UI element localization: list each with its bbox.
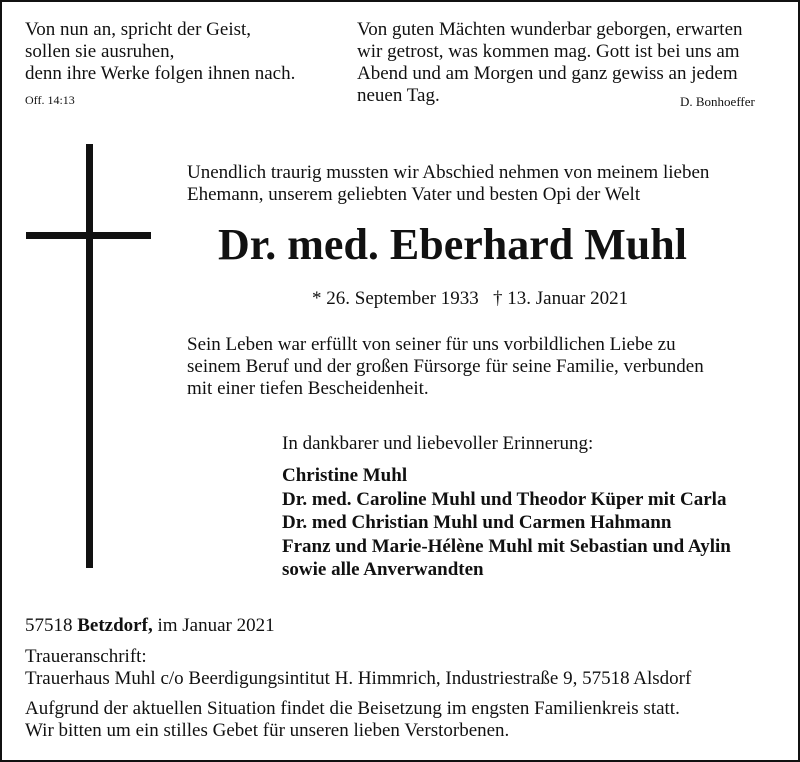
- verse-left-line: denn ihre Werke folgen ihnen nach.: [25, 63, 296, 84]
- tribute-line: mit einer tiefen Bescheidenheit.: [187, 378, 429, 399]
- mourner-name: Christine Muhl: [282, 465, 408, 486]
- intro-line: Unendlich traurig mussten wir Abschied nehmen von meinem lieben: [187, 162, 710, 183]
- verse-right-author: D. Bonhoeffer: [680, 94, 755, 109]
- funeral-notice: [25, 698, 680, 742]
- tribute-line: Sein Leben war erfüllt von seiner für uns vorbildlichen Liebe zu: [187, 334, 676, 355]
- intro-line: Ehemann, unserem geliebten Vater und besten Opi der Welt: [187, 184, 641, 205]
- address-text: Trauerhaus Muhl c/o Beerdigungsintitut H. Himmrich, Industriestraße 9, 57518 Alsdorf: [25, 668, 692, 689]
- cross-icon-vertical: [86, 144, 93, 568]
- verse-left-source: Off. 14:13: [25, 93, 75, 107]
- mourner-name: Dr. med Christian Muhl und Carmen Hahmann: [282, 512, 672, 533]
- deceased-name: Dr. med. Eberhard Muhl: [218, 220, 687, 269]
- place-date: [25, 615, 275, 637]
- cross-icon-horizontal: [26, 232, 151, 239]
- mourners-list: [282, 464, 731, 582]
- verse-left-line: Von nun an, spricht der Geist,: [25, 19, 252, 40]
- postcode: 57518: [25, 615, 73, 636]
- verse-left: [25, 19, 295, 85]
- address-label: Traueranschrift:: [25, 646, 147, 667]
- life-dates: * 26. September 1933 † 13. Januar 2021: [312, 288, 629, 309]
- notice-line: Aufgrund der aktuellen Situation findet die Beisetzung im engsten Familienkreis statt.: [25, 698, 680, 719]
- mourning-address-block: [25, 646, 691, 690]
- mourners-heading: In dankbarer und liebevoller Erinnerung:: [282, 433, 594, 454]
- mourner-name: sowie alle Anverwandten: [282, 559, 484, 580]
- verse-right-line: Von guten Mächten wunderbar geborgen, erwarten: [357, 19, 743, 40]
- verse-right-line: neuen Tag.: [357, 85, 440, 106]
- intro-text: [187, 162, 709, 206]
- verse-right-line: wir getrost, was kommen mag. Gott ist bei uns am: [357, 41, 740, 62]
- verse-left-line: sollen sie ausruhen,: [25, 41, 175, 62]
- notice-line: Wir bitten um ein stilles Gebet für unseren lieben Verstorbenen.: [25, 720, 510, 741]
- tribute-line: seinem Beruf und der großen Fürsorge für seine Familie, verbunden: [187, 356, 704, 377]
- date: im Januar 2021: [157, 615, 275, 636]
- mourner-name: Franz und Marie-Hélène Muhl mit Sebastian und Aylin: [282, 535, 731, 557]
- mourner-name: Dr. med. Caroline Muhl und Theodor Küper mit Carla: [282, 488, 727, 510]
- verse-right-line: Abend und am Morgen und ganz gewiss an jedem: [357, 63, 738, 84]
- tribute-text: [187, 334, 704, 400]
- town: Betzdorf,: [77, 615, 153, 636]
